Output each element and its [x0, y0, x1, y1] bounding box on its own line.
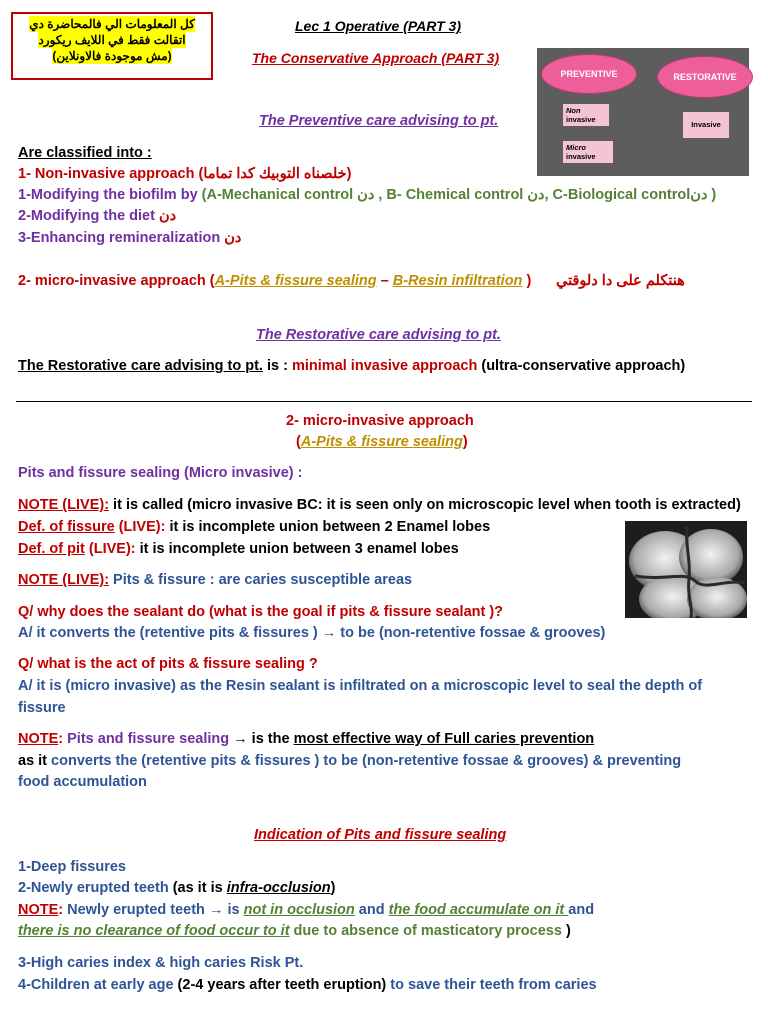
def-fissure-label: Def. of fissure — [18, 519, 115, 535]
note3-arrow: → is the — [229, 731, 294, 747]
answer-1: A/ it converts the (retentive pits & fissures ) → to be (non-retentive fossae & grooves) — [18, 625, 606, 641]
note1-line — [18, 497, 741, 513]
note3-colon: : — [58, 731, 68, 747]
restorative-oval: RESTORATIVE — [657, 56, 753, 98]
micro-option-a: A-Pits & fissure sealing — [214, 273, 377, 289]
non-invasive-close: ) — [346, 166, 352, 182]
indication-note-label: NOTE — [18, 902, 59, 918]
non-invasive-line-1: Non — [566, 106, 581, 115]
note2-text: Pits & fissure : are caries susceptible areas — [109, 572, 413, 588]
item2-text: 2-Newly erupted teeth — [18, 880, 169, 896]
micro-dash: – — [376, 273, 393, 289]
tooth-photo-graphic — [625, 521, 747, 618]
def-fissure-text: it is incomplete union between 2 Enamel lobes — [165, 519, 491, 535]
note3-purple: Pits and fissure sealing — [67, 731, 230, 747]
def-fissure-live: (LIVE): — [114, 519, 166, 535]
biofilm-items: (A-Mechanical control دن , B- Chemical control دن, C-Biological controlدن ) — [201, 187, 717, 203]
preventive-heading: The Preventive care advising to pt. — [259, 113, 499, 129]
note-line-2: اتقالت فقط في اللايف ريكورد — [38, 33, 186, 47]
lecture-title: Lec 1 Operative (PART 3) — [295, 18, 461, 34]
diet-line — [18, 208, 176, 224]
micro-invasive-line — [18, 273, 531, 289]
non-invasive-box — [563, 104, 609, 126]
restorative-approach: minimal invasive approach — [291, 358, 478, 374]
indication-note-not: not in occlusion — [243, 902, 355, 918]
as-it-blue: converts the (retentive pits & fissures ) to be (non-retentive fossae & grooves) & preventing — [51, 753, 682, 769]
item2-infra: infra-occlusion — [226, 880, 331, 896]
section2-close: ) — [462, 434, 468, 450]
micro-invasive-line-2: invasive — [566, 152, 596, 161]
indication-note-line-1 — [18, 902, 594, 918]
indication-note-food: the food accumulate on it — [388, 902, 569, 918]
micro-arabic-note: هنتكلم على دا دلوقتي — [556, 273, 685, 289]
pits-heading: Pits and fissure sealing (Micro invasive) : — [18, 465, 303, 481]
item4-paren: (2-4 years after teeth eruption) — [173, 977, 387, 993]
question-1: Q/ why does the sealant do (what is the goal if pits & fissure sealant )? — [18, 604, 504, 620]
micro-invasive-box — [563, 141, 613, 163]
remin-line — [18, 230, 241, 246]
as-it-text: as it — [18, 753, 52, 769]
note3-underlined: most effective way of Full caries prevention — [293, 731, 595, 747]
answer-2-line-1: A/ it is (micro invasive) as the Resin sealant is infiltrated on a microscopic level to seal the depth of — [18, 678, 703, 694]
indication-heading: Indication of Pits and fissure sealing — [254, 827, 507, 843]
micro-lead: 2- micro-invasive approach ( — [18, 273, 215, 289]
indication-note-colon: : — [58, 902, 68, 918]
def-pit-text: it is incomplete union between 3 enamel lobes — [135, 541, 459, 557]
diet-arabic: دن — [158, 208, 177, 224]
food-accumulation: food accumulation — [18, 774, 147, 790]
invasive-box: Invasive — [683, 112, 729, 138]
note1-label: NOTE (LIVE): — [18, 497, 110, 513]
restorative-paren: (ultra-conservative approach) — [477, 358, 686, 374]
preventive-oval: PREVENTIVE — [541, 54, 637, 94]
section2-sub: A-Pits & fissure sealing — [300, 434, 463, 450]
note1-text: it is called (micro invasive BC: it is seen only on microscopic level when tooth is extracted) — [109, 497, 741, 513]
restorative-lead: The Restorative care advising to pt. — [18, 358, 263, 374]
arabic-note-box — [11, 12, 213, 80]
indication-note-and2: and — [568, 902, 595, 918]
def-pit-live: (LIVE): — [84, 541, 136, 557]
fissure-tooth-photo — [625, 521, 747, 618]
indication-note-clear: there is no clearance of food occur to it — [18, 923, 290, 939]
section-divider — [16, 401, 752, 402]
note3-label: NOTE — [18, 731, 59, 747]
item2-paren-open: (as it is — [168, 880, 227, 896]
classified-label: Are classified into : — [18, 145, 152, 161]
indication-note-due: due to absence of masticatory process — [289, 923, 566, 939]
def-pit-line — [18, 541, 459, 557]
indication-item-1: 1-Deep fissures — [18, 859, 126, 875]
item4-blue: to save their teeth from caries — [386, 977, 597, 993]
diet-text: 2-Modifying the diet — [18, 208, 159, 224]
restorative-heading: The Restorative care advising to pt. — [256, 327, 501, 343]
note2-label: NOTE (LIVE): — [18, 572, 110, 588]
non-invasive-line — [18, 166, 352, 182]
question-2: Q/ what is the act of pits & fissure sealing ? — [18, 656, 318, 672]
def-pit-label: Def. of pit — [18, 541, 85, 557]
micro-invasive-line-1: Micro — [566, 143, 587, 152]
indication-item-2 — [18, 880, 335, 896]
micro-close: ) — [522, 273, 532, 289]
biofilm-lead: 1-Modifying the biofilm by — [18, 187, 202, 203]
indication-note-line-2 — [18, 923, 571, 939]
section2-title: 2- micro-invasive approach — [286, 413, 474, 429]
non-invasive-arabic: خلصناه التوبيك كدا تماما — [203, 166, 347, 182]
note3-line — [18, 731, 594, 747]
non-invasive-text: 1- Non-invasive approach ( — [18, 166, 204, 182]
indication-note-text: Newly erupted teeth → is — [67, 902, 244, 918]
indication-note-paren: ) — [565, 923, 571, 939]
restorative-is: is : — [262, 358, 292, 374]
note2-line — [18, 572, 412, 588]
answer-2-line-2: fissure — [18, 700, 66, 716]
note-line-3: (مش موجودة فالاونلاين) — [52, 49, 172, 63]
micro-option-b: B-Resin infiltration — [392, 273, 523, 289]
section2-sub-line — [296, 434, 468, 450]
remin-text: 3-Enhancing remineralization — [18, 230, 225, 246]
note-line-1: كل المعلومات الي فالمحاضرة دي — [29, 17, 195, 31]
section2-open: ( — [296, 434, 301, 450]
def-fissure-line — [18, 519, 490, 535]
item4-text: 4-Children at early age — [18, 977, 174, 993]
biofilm-line — [18, 187, 716, 203]
section-subtitle: The Conservative Approach (PART 3) — [252, 50, 500, 66]
indication-item-4 — [18, 977, 597, 993]
indication-item-3: 3-High caries index & high caries Risk Pt. — [18, 955, 304, 971]
indication-note-and: and — [354, 902, 389, 918]
non-invasive-line-2: invasive — [566, 115, 596, 124]
approach-diagram — [537, 48, 749, 176]
as-it-line — [18, 753, 681, 769]
restorative-line — [18, 358, 685, 374]
remin-arabic: دن — [224, 230, 242, 246]
item2-paren-close: ) — [330, 880, 336, 896]
